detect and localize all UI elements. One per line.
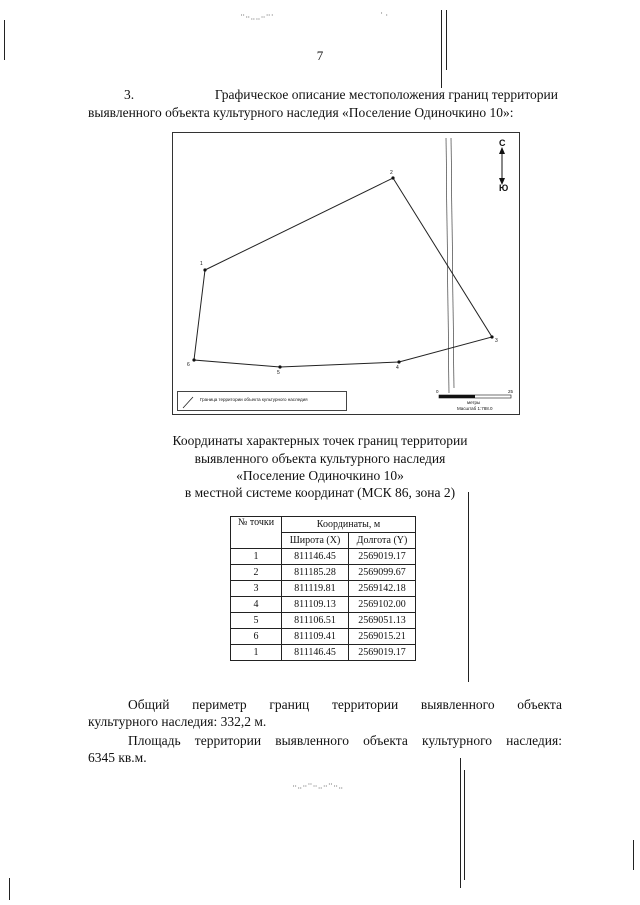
cell-x: 811109.41 [282,629,349,645]
cell-point: 1 [231,549,282,565]
table-row [231,565,416,581]
cell-point: 3 [231,581,282,597]
table-row [231,581,416,597]
point-marker [278,365,281,368]
boundary-map [172,132,520,415]
page-number: 7 [316,48,324,63]
scan-line [633,840,634,870]
cell-point: 1 [231,645,282,661]
point-marker [203,268,206,271]
header-point: № точки [231,517,282,549]
perimeter-line-1: Общий периметр границ территории выявленного объекта [128,697,562,712]
perimeter-line-2: культурного наследия: 332,2 м. [88,714,267,729]
heading-line-2: выявленного объекта культурного наследия «Поселение Одиночкино 10»: [88,105,514,120]
section-number: 3. [124,87,135,102]
area-line-2: 6345 кв.м. [88,750,147,765]
scan-line [9,878,10,900]
table-row [231,597,416,613]
cell-x: 811109.13 [282,597,349,613]
scale-start: 0 [436,389,439,394]
cell-y: 2569015.21 [349,629,416,645]
point-marker [391,176,394,179]
perimeter-paragraph [88,696,562,730]
scale-label: Масштаб 1:788.0 [457,406,493,411]
point-marker [490,335,493,338]
cell-x: 811146.45 [282,549,349,565]
scan-noise: ⠉⠒⠤⠤⠒⠉⠁ [240,15,276,22]
point-label: 2 [390,170,393,176]
cell-point: 6 [231,629,282,645]
scan-noise: ⠒⠤⠒⠉⠒⠤⠒⠉⠒⠤ [292,784,344,791]
scan-line [451,138,454,388]
table-row [231,629,416,645]
table-row [231,645,416,661]
area-paragraph [88,732,562,766]
cell-y: 2569051.13 [349,613,416,629]
table-row [231,613,416,629]
cell-x: 811106.51 [282,613,349,629]
point-label: 5 [277,370,280,376]
cell-y: 2569019.17 [349,549,416,565]
north-label: С [499,138,506,148]
heading-line-1: Графическое описание местоположения границ территории [214,87,558,102]
table-header-row [231,517,416,533]
area-line-1: Площадь территории выявленного объекта культурного наследия: [128,733,562,748]
legend-text: Граница территории объекта культурного наследия [200,397,308,402]
caption-line-4: в местной системе координат (МСК 86, зона 2) [184,485,456,500]
cell-x: 811185.28 [282,565,349,581]
point-label: 4 [396,365,399,371]
point-marker [397,360,400,363]
table-row [231,549,416,565]
cell-y: 2569142.18 [349,581,416,597]
header-coords: Координаты, м [282,517,416,533]
boundary-map-svg [173,133,521,416]
cell-point: 5 [231,613,282,629]
scan-line [468,492,469,682]
cell-x: 811119.81 [282,581,349,597]
cell-y: 2569099.67 [349,565,416,581]
scale-bar-fill [439,395,475,398]
cell-point: 4 [231,597,282,613]
point-label: 3 [495,338,498,344]
map-legend [177,391,347,411]
header-x: Широта (X) [282,533,349,549]
scan-noise: ⠁⠂ [380,13,391,20]
cell-point: 2 [231,565,282,581]
point-marker [192,358,195,361]
scan-line [464,770,465,880]
south-label: Ю [499,183,509,193]
cell-y: 2569019.17 [349,645,416,661]
header-y: Долгота (Y) [349,533,416,549]
point-label: 1 [200,261,203,267]
cell-y: 2569102.00 [349,597,416,613]
scale-end: 25 [508,389,514,394]
scale-unit: метры [467,400,481,405]
scan-line [460,758,461,888]
section-heading [88,86,558,122]
caption-line-2: выявленного объекта культурного наследия [194,451,446,466]
north-arrow-head [499,147,505,154]
cell-x: 811146.45 [282,645,349,661]
point-label: 6 [187,362,190,368]
caption-line-1: Координаты характерных точек границ территории [172,433,468,448]
caption-line-3: «Поселение Одиночкино 10» [236,468,404,483]
coordinates-table [230,516,416,661]
